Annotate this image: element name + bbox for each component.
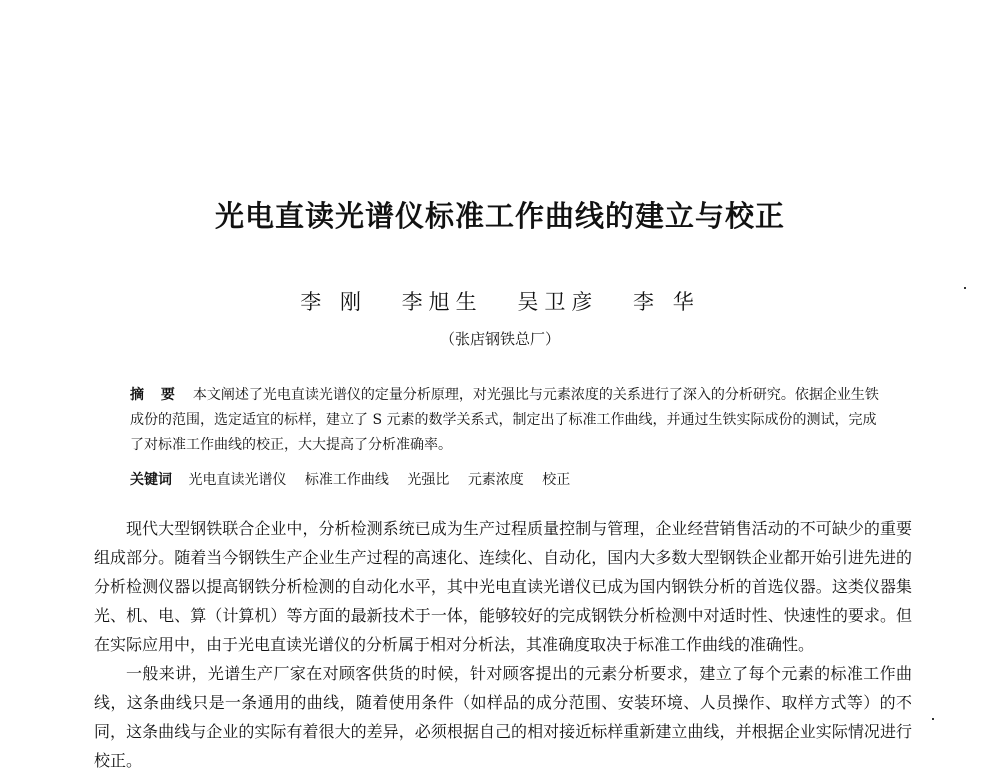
keywords-label: 关键词 xyxy=(130,472,172,488)
body-paragraph: 现代大型钢铁联合企业中，分析检测系统已成为生产过程质量控制与管理，企业经营销售活动的不可缺少的重要组成部分。随着当今钢铁生产企业生产过程的高速化、连续化、自动化，国内大多数大型钢铁企业都开始引进先进的分析检测仪器以提高钢铁分析检测的自动化水平，其中光电直读光谱仪已成为国内钢铁分析的首选仪器。这类仪器集光、机、电、算（计算机）等方面的最新技术于一体，能够较好的完成钢铁分析检测中对适时性、快速性的要求。但在实际应用中，由于光电直读光谱仪的分析属于相对分析法，其准确度取决于标准工作曲线的准确性。 xyxy=(94,519,912,654)
abstract xyxy=(130,383,880,458)
abstract-label: 摘 要 xyxy=(130,387,181,403)
keyword: 校正 xyxy=(542,472,571,488)
author: 李 刚 xyxy=(300,290,367,314)
affiliation: （张店钢铁总厂） xyxy=(439,330,560,348)
author: 吴卫彦 xyxy=(517,290,599,314)
abstract-text: 本文阐述了光电直读光谱仪的定量分析原理，对光强比与元素浓度的关系进行了深入的分析研究。依据企业生铁成份的范围，选定适宜的标样，建立了 S 元素的数学关系式，制定出了标准工作曲线，并通过生铁实际成份的测试，完成了对标准工作曲线的校正，大大提高了分析准确率。 xyxy=(130,387,879,453)
scan-speck xyxy=(964,287,966,289)
keyword: 光电直读光谱仪 xyxy=(188,472,287,488)
author: 李旭生 xyxy=(401,290,483,314)
keywords xyxy=(130,468,584,493)
body-text xyxy=(94,514,912,775)
author: 李 华 xyxy=(633,290,700,314)
keyword: 标准工作曲线 xyxy=(304,472,389,488)
author-list xyxy=(0,286,1000,316)
paper-title: 光电直读光谱仪标准工作曲线的建立与校正 xyxy=(214,199,785,233)
scan-speck xyxy=(932,718,934,720)
keyword: 光强比 xyxy=(407,472,450,488)
body-paragraph: 一般来讲，光谱生产厂家在对顾客供货的时候，针对顾客提出的元素分析要求，建立了每个元素的标准工作曲线，这条曲线只是一条通用的曲线，随着使用条件（如样品的成分范围、安装环境、人员操作、取样方式等）的不同，这条曲线与企业的实际有着很大的差异，必须根据自己的相对接近标样重新建立曲线，并根据企业实际情况进行校正。 xyxy=(94,664,912,770)
keyword: 元素浓度 xyxy=(467,472,524,488)
